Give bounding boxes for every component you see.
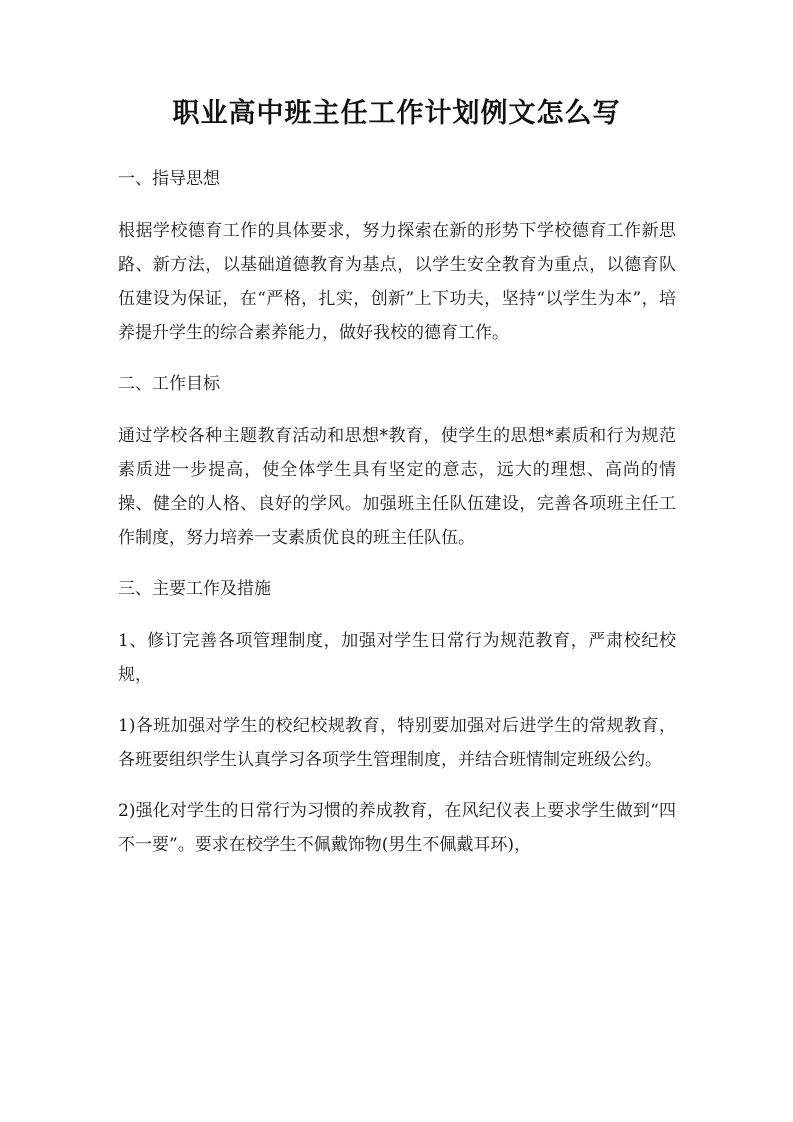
- document-title: 职业高中班主任工作计划例文怎么写: [172, 98, 621, 129]
- section-heading-work-goals: 二、工作目标: [118, 374, 220, 394]
- paragraph-work-goals: 通过学校各种主题教育活动和思想*教育，使学生的思想*素质和行为规范素质进一步提高，使全体学生具有坚定的意志，远大的理想、高尚的情操、健全的人格、良好的学风。加强班主任队伍建设，完善各项班主任工作制度，努力培养一支素质优良的班主任队伍。: [118, 426, 676, 548]
- paragraph-subitem-2: 2)强化对学生的日常行为习惯的养成教育，在风纪仪表上要求学生做到“四不一要”。要求在校学生不佩戴饰物(男生不佩戴耳环)，: [118, 801, 676, 855]
- paragraph-guiding-ideology: 根据学校德育工作的具体要求，努力探索在新的形势下学校德育工作新思路、新方法，以基础道德教育为基点，以学生安全教育为重点，以德育队伍建设为保证，在“严格，扎实，创新”上下功夫，坚持“以学生为本”，培养提升学生的综合素养能力，做好我校的德育工作。: [118, 221, 676, 343]
- paragraph-subitem-1: 1)各班加强对学生的校纪校规教育，特别要加强对后进学生的常规教育，各班要组织学生认真学习各项学生管理制度，并结合班情制定班级公约。: [118, 716, 676, 770]
- section-heading-guiding-ideology: 一、指导思想: [118, 169, 220, 189]
- document-body: [118, 162, 676, 879]
- paragraph-item-1: 1、修订完善各项管理制度，加强对学生日常行为规范教育，严肃校纪校规，: [118, 631, 676, 685]
- section-heading-main-work: 三、主要工作及措施: [118, 579, 271, 599]
